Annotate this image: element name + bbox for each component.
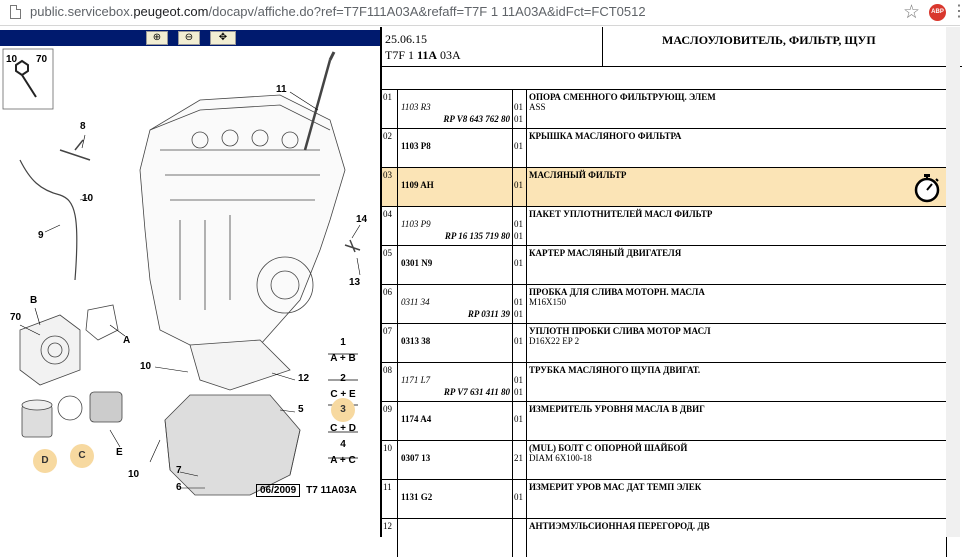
part-code[interactable]: 1174 A4 [401,414,432,424]
rp-code: RP 16 135 719 80 [444,231,510,241]
callout-13[interactable]: 13 [349,277,361,288]
row-number: 12 [383,521,392,531]
part-name: АНТИЭМУЛЬСИОННАЯ ПЕРЕГОРОД. ДВ [529,521,710,531]
row-number: 11 [383,482,392,492]
description-cell [526,285,947,323]
part-name: КРЫШКА МАСЛЯНОГО ФИЛЬТРА [529,131,682,141]
rp-code: RP V8 643 762 80 [443,114,510,124]
part-code-cell[interactable] [397,441,512,479]
legend-2: 2 [340,373,346,384]
qty-cell [512,363,526,401]
table-row[interactable] [382,128,947,167]
table-row[interactable] [382,518,947,557]
part-code-cell[interactable] [397,519,512,557]
description-cell [526,480,947,518]
callout-10-d[interactable]: 10 [128,469,140,480]
part-code[interactable]: 1171 L7 [401,375,431,385]
qty: 01 [514,102,523,112]
part-code-cell[interactable] [397,168,512,206]
part-code-cell[interactable] [397,402,512,440]
legend-c-e: C + E [330,389,356,400]
doc-ref: T7F 1 11A 03A [385,48,461,62]
legend-c-d: C + D [330,423,356,434]
qty-secondary: 01 [514,114,523,124]
qty: 21 [514,453,523,463]
part-spec: M16X150 [529,297,567,307]
legend-1: 1 [340,337,346,348]
description-cell [526,246,947,284]
part-name: ПАКЕТ УПЛОТНИТЕЛЕЙ МАСЛ ФИЛЬТР [529,209,713,219]
part-code-cell[interactable] [397,363,512,401]
parts-header [382,27,962,67]
row-number: 03 [383,170,392,180]
part-code-cell[interactable] [397,129,512,167]
callout-circle-C[interactable]: C [70,444,94,468]
part-name: УПЛОТН ПРОБКИ СЛИВА МОТОР МАСЛ [529,326,711,336]
callout-circle-3[interactable]: 3 [331,398,355,422]
part-name: МАСЛЯНЫЙ ФИЛЬТР [529,170,627,180]
zoom-out-button[interactable]: ⊖ [178,31,200,45]
page-icon [10,5,21,19]
qty: 01 [514,180,523,190]
qty-cell [512,402,526,440]
part-code-cell[interactable] [397,207,512,245]
callout-10-b[interactable]: 10 [82,193,94,204]
qty: 01 [514,492,523,502]
page-title: МАСЛОУЛОВИТЕЛЬ, ФИЛЬТР, ЩУП [662,33,876,47]
adblock-icon[interactable]: ABP [929,4,946,21]
part-code[interactable]: 1103 P8 [401,141,431,151]
qty-cell [512,207,526,245]
bookmark-star-icon[interactable]: ☆ [903,1,921,23]
part-name: ТРУБКА МАСЛЯНОГО ЩУПА ДВИГАТ. [529,365,701,375]
description-cell [526,90,947,128]
qty-cell [512,441,526,479]
table-row[interactable] [382,440,947,479]
part-code-cell[interactable] [397,285,512,323]
qty-cell [512,90,526,128]
legend-a-b: A + B [330,353,356,364]
callout-10-c[interactable]: 10 [140,361,152,372]
part-code-cell[interactable] [397,480,512,518]
qty-cell [512,168,526,206]
callout-11[interactable]: 11 [276,84,287,95]
callout-E[interactable]: E [116,447,123,458]
header-divider [602,27,603,67]
qty-cell [512,480,526,518]
row-number: 06 [383,287,392,297]
callout-9[interactable]: 9 [38,230,44,241]
diagram-stamp [256,485,357,496]
description-cell [526,129,947,167]
row-number: 10 [383,443,392,453]
part-name: ИЗМЕРИТ УРОВ МАС ДАТ ТЕМП ЭЛЕК [529,482,702,492]
callout-A[interactable]: A [123,335,131,346]
parts-panel [380,27,960,537]
diagram-date: 06/2009 [256,484,300,497]
table-row[interactable] [382,284,947,323]
callout-12[interactable]: 12 [298,373,310,384]
description-cell [526,207,947,245]
part-code-cell[interactable] [397,324,512,362]
legend-4: 4 [340,439,346,450]
qty-cell [512,285,526,323]
table-row[interactable] [382,401,947,440]
part-code[interactable]: 1131 G2 [401,492,433,502]
qty-cell [512,324,526,362]
url-text[interactable]: public.servicebox.peugeot.com/docapv/affiche.do?ref=T7F111A03A&refaff=T7F 1 11A03A&idFct=FCT0512 [30,4,646,19]
row-number: 04 [383,209,392,219]
qty: 01 [514,219,523,229]
qty: 01 [514,375,523,385]
row-number: 05 [383,248,392,258]
diagram-ref: T7 11A03A [306,485,357,496]
description-cell [526,168,947,206]
row-number: 08 [383,365,392,375]
part-code[interactable]: 0301 N9 [401,258,433,268]
part-code[interactable]: 0307 13 [401,453,431,463]
part-code[interactable]: 1109 AH [401,180,434,190]
qty-secondary: 01 [514,309,523,319]
part-spec: D16X22 EP 2 [529,336,580,346]
qty: 01 [514,414,523,424]
qty: 01 [514,141,523,151]
callout-70-b[interactable]: 70 [10,312,22,323]
callout-circle-D[interactable]: D [33,449,57,473]
zoom-in-button[interactable]: ⊕ [146,31,168,45]
part-code-cell[interactable] [397,246,512,284]
part-code[interactable]: 1103 P9 [401,219,431,229]
qty-cell [512,129,526,167]
part-spec: ASS [529,102,546,112]
table-row[interactable] [382,206,947,245]
parts-table [382,89,947,557]
exploded-parts-diagram[interactable] [0,46,380,536]
part-code-cell[interactable] [397,90,512,128]
qty-cell [512,246,526,284]
table-row[interactable] [382,323,947,362]
rp-code: RP 0311 39 [467,309,510,319]
qty-cell [512,519,526,557]
part-name: ПРОБКА ДЛЯ СЛИВА МОТОРН. МАСЛА [529,287,705,297]
table-row[interactable] [382,167,947,206]
qty: 01 [514,297,523,307]
row-number: 01 [383,92,392,102]
callout-8[interactable]: 8 [80,121,86,132]
legend-a-c: A + C [330,455,356,466]
callout-70[interactable]: 70 [36,54,48,65]
diagram-panel [0,27,380,537]
part-code[interactable]: 0311 34 [401,297,430,307]
callout-7[interactable]: 7 [176,465,182,476]
description-cell [526,441,947,479]
pan-button[interactable]: ✥ [210,31,236,45]
menu-icon[interactable]: ⋮ [951,3,967,20]
description-cell [526,363,947,401]
row-number: 07 [383,326,392,336]
part-name: (MUL) БОЛТ С ОПОРНОЙ ШАЙБОЙ [529,443,688,453]
qty-secondary: 01 [514,231,523,241]
rp-code: RP V7 631 411 80 [443,387,510,397]
part-name: ОПОРА СМЕННОГО ФИЛЬТРУЮЩ. ЭЛЕМ [529,92,716,102]
description-cell [526,402,947,440]
row-number: 02 [383,131,392,141]
description-cell [526,519,947,557]
part-code[interactable]: 1103 R3 [401,102,431,112]
scrollbar[interactable] [946,27,960,537]
table-row[interactable] [382,245,947,284]
qty: 01 [514,258,523,268]
table-row[interactable] [382,362,947,401]
part-code[interactable]: 0313 38 [401,336,431,346]
callout-5[interactable]: 5 [298,404,304,415]
qty-secondary: 01 [514,387,523,397]
table-row[interactable] [382,479,947,518]
callout-B[interactable]: B [30,295,38,306]
part-name: КАРТЕР МАСЛЯНЫЙ ДВИГАТЕЛЯ [529,248,682,258]
part-spec: DIAM 6X100-18 [529,453,592,463]
stopwatch-icon[interactable] [912,173,942,203]
row-number: 09 [383,404,392,414]
qty: 01 [514,336,523,346]
callout-14[interactable]: 14 [356,214,368,225]
doc-date: 25.06.15 [385,32,427,46]
part-name: ИЗМЕРИТЕЛЬ УРОВНЯ МАСЛА В ДВИГ [529,404,705,414]
description-cell [526,324,947,362]
table-row[interactable] [382,89,947,128]
address-bar[interactable] [0,0,967,26]
callout-10[interactable]: 10 [6,54,18,65]
callout-6[interactable]: 6 [176,482,182,493]
